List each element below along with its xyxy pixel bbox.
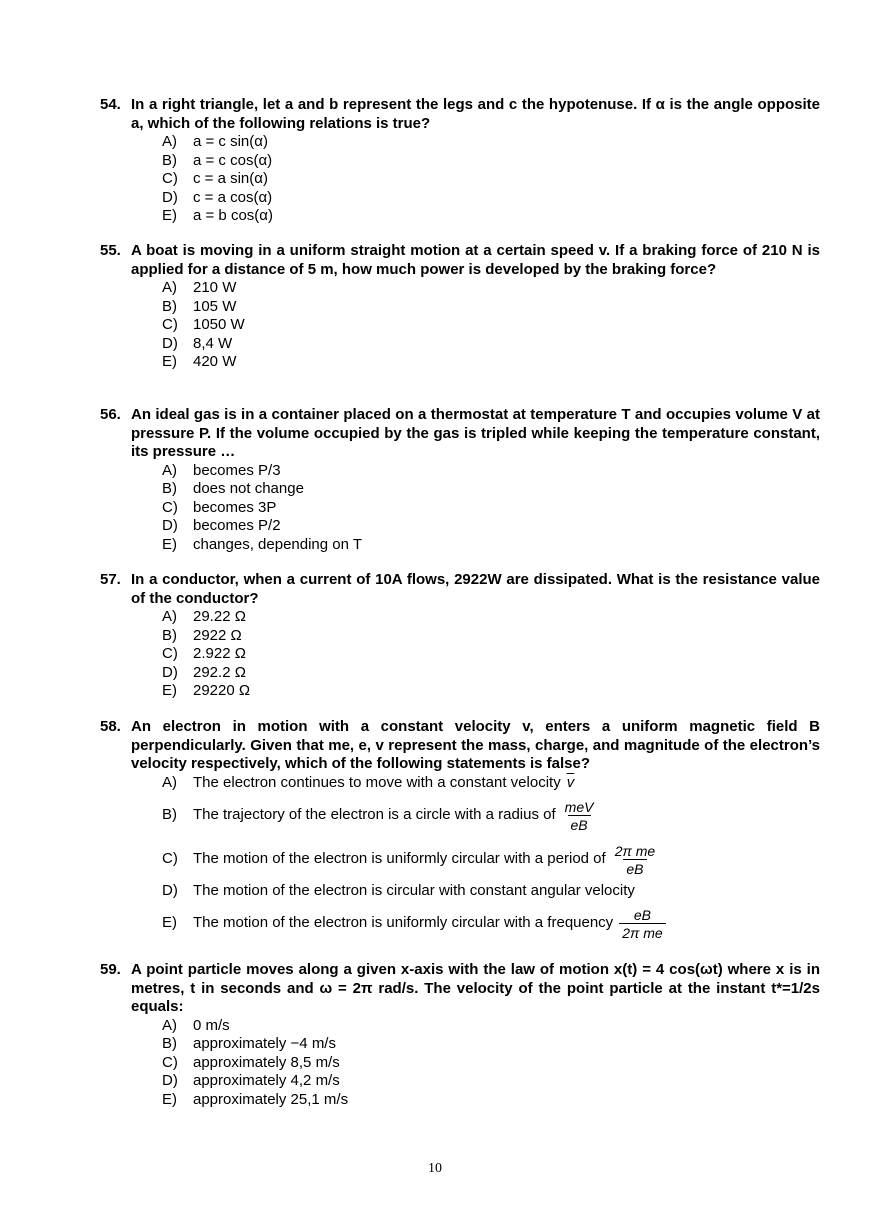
question-number: 59. bbox=[100, 961, 121, 978]
option-letter: E) bbox=[162, 914, 177, 932]
option-letter: E) bbox=[162, 535, 177, 553]
period-fraction bbox=[612, 843, 659, 877]
question-text: In a right triangle, let a and b represent the legs and c the hypotenuse. If α is the angle opposite a, which of the following relations is true? bbox=[131, 96, 820, 132]
option-a[interactable] bbox=[162, 279, 820, 298]
option-a[interactable] bbox=[162, 462, 820, 481]
option-letter: A) bbox=[162, 1016, 177, 1034]
option-c[interactable] bbox=[162, 316, 820, 335]
option-text: The trajectory of the electron is a circle with a radius of bbox=[193, 806, 556, 824]
option-e[interactable] bbox=[162, 207, 820, 226]
question-text: A point particle moves along a given x-axis with the law of motion x(t) = 4 cos(ωt) where x is in metres, t in seconds and ω = 2π rad/s. The velocity of the point particle at the instant t*=1/2s equals: bbox=[131, 961, 820, 1015]
velocity-symbol: $\overline{v}$ bbox=[566, 774, 575, 792]
option-text: 2.922 Ω bbox=[193, 645, 246, 662]
option-c[interactable] bbox=[162, 499, 820, 518]
option-text: becomes P/2 bbox=[193, 517, 281, 534]
fraction-denominator: eB bbox=[568, 815, 591, 833]
option-a[interactable] bbox=[162, 774, 820, 794]
option-letter: C) bbox=[162, 316, 178, 333]
option-text: 1050 W bbox=[193, 316, 245, 333]
option-c[interactable] bbox=[162, 838, 820, 882]
question-number: 58. bbox=[100, 718, 121, 735]
option-letter: E) bbox=[162, 353, 177, 370]
fraction-numerator: meV bbox=[564, 798, 594, 815]
option-text: 0 m/s bbox=[193, 1016, 230, 1034]
option-text: becomes 3P bbox=[193, 498, 277, 516]
question-number: 55. bbox=[100, 242, 121, 259]
option-a[interactable] bbox=[162, 608, 820, 627]
option-b[interactable] bbox=[162, 1035, 820, 1054]
option-e[interactable] bbox=[162, 902, 820, 946]
option-letter: D) bbox=[162, 334, 178, 352]
option-letter: C) bbox=[162, 1053, 178, 1071]
option-letter: A) bbox=[162, 133, 177, 150]
option-letter: D) bbox=[162, 882, 178, 900]
option-letter: E) bbox=[162, 682, 177, 699]
fraction-denominator: eB bbox=[623, 859, 646, 877]
question-number: 54. bbox=[100, 96, 121, 113]
question-text: A boat is moving in a uniform straight motion at a certain speed v. If a braking force of 210 N is applied for a distance of 5 m, how much power is developed by the braking force? bbox=[131, 242, 820, 278]
option-text: approximately −4 m/s bbox=[193, 1035, 336, 1052]
option-letter: D) bbox=[162, 188, 178, 206]
option-letter: C) bbox=[162, 645, 178, 662]
question-text: An ideal gas is in a container placed on a thermostat at temperature T and occupies volume V at pressure P. If the volume occupied by the gas is tripled while keeping the temperature constant, its pressure … bbox=[131, 406, 820, 460]
option-text: approximately 8,5 m/s bbox=[193, 1053, 340, 1071]
option-text: changes, depending on T bbox=[193, 535, 363, 553]
option-a[interactable] bbox=[162, 1017, 820, 1036]
option-letter: A) bbox=[162, 461, 177, 479]
option-text: does not change bbox=[193, 480, 304, 497]
option-letter: B) bbox=[162, 806, 177, 824]
option-e[interactable] bbox=[162, 536, 820, 555]
option-a[interactable] bbox=[162, 133, 820, 152]
option-text: 8,4 W bbox=[193, 334, 233, 352]
page-number: 10 bbox=[428, 1161, 442, 1176]
option-text: c = a sin(α) bbox=[193, 170, 268, 187]
option-text: 420 W bbox=[193, 353, 237, 370]
option-c[interactable] bbox=[162, 1054, 820, 1073]
option-d[interactable] bbox=[162, 664, 820, 683]
option-text: a = c sin(α) bbox=[193, 133, 268, 150]
option-text: c = a cos(α) bbox=[193, 188, 273, 206]
option-letter: D) bbox=[162, 663, 178, 681]
question-59 bbox=[100, 961, 820, 1109]
fraction-denominator: 2π me bbox=[619, 923, 666, 941]
option-letter: E) bbox=[162, 1090, 177, 1108]
option-letter: D) bbox=[162, 517, 178, 534]
option-letter: C) bbox=[162, 498, 178, 516]
option-text: a = b cos(α) bbox=[193, 207, 273, 224]
option-d[interactable] bbox=[162, 189, 820, 208]
option-text: The motion of the electron is uniformly circular with a period of bbox=[193, 850, 606, 868]
option-b[interactable] bbox=[162, 152, 820, 171]
option-letter: A) bbox=[162, 774, 177, 792]
question-text: An electron in motion with a constant velocity v, enters a uniform magnetic field B perpendicularly. Given that me, e, v represent the mass, charge, and magnitude of the electron’s velocity respectively, which of the following statements is false? bbox=[131, 718, 820, 772]
question-number: 56. bbox=[100, 406, 121, 423]
option-letter: B) bbox=[162, 151, 177, 169]
option-c[interactable] bbox=[162, 645, 820, 664]
option-text: approximately 25,1 m/s bbox=[193, 1090, 349, 1108]
fraction-numerator: 2π me bbox=[614, 842, 656, 859]
question-number: 57. bbox=[100, 571, 121, 588]
option-letter: B) bbox=[162, 1035, 177, 1052]
question-56 bbox=[100, 406, 820, 554]
option-d[interactable] bbox=[162, 335, 820, 354]
option-text: 210 W bbox=[193, 279, 237, 296]
option-b[interactable] bbox=[162, 794, 820, 838]
option-text: 292.2 Ω bbox=[193, 663, 246, 681]
option-letter: D) bbox=[162, 1072, 178, 1089]
option-text: a = c cos(α) bbox=[193, 151, 273, 169]
option-text: The electron continues to move with a constant velocity bbox=[193, 774, 561, 792]
option-letter: C) bbox=[162, 850, 178, 868]
frequency-fraction bbox=[619, 907, 666, 941]
option-text: becomes P/3 bbox=[193, 461, 281, 479]
option-text: The motion of the electron is uniformly circular with a frequency bbox=[193, 914, 614, 932]
question-55 bbox=[100, 242, 820, 372]
option-e[interactable] bbox=[162, 353, 820, 372]
option-letter: E) bbox=[162, 207, 177, 224]
question-text: In a conductor, when a current of 10A flows, 2922W are dissipated. What is the resistance value of the conductor? bbox=[131, 571, 820, 607]
option-text: 29220 Ω bbox=[193, 682, 251, 699]
option-text: 105 W bbox=[193, 297, 237, 315]
option-letter: C) bbox=[162, 170, 178, 187]
option-c[interactable] bbox=[162, 170, 820, 189]
option-b[interactable] bbox=[162, 480, 820, 499]
question-54 bbox=[100, 96, 820, 226]
option-letter: B) bbox=[162, 480, 177, 497]
question-57 bbox=[100, 571, 820, 701]
option-d[interactable] bbox=[162, 882, 820, 902]
option-e[interactable] bbox=[162, 682, 820, 701]
option-d[interactable] bbox=[162, 1072, 820, 1091]
option-b[interactable] bbox=[162, 627, 820, 646]
option-text: approximately 4,2 m/s bbox=[193, 1072, 340, 1089]
fraction-numerator: eB bbox=[633, 906, 651, 923]
option-b[interactable] bbox=[162, 298, 820, 317]
option-text: 29.22 Ω bbox=[193, 608, 246, 625]
option-letter: B) bbox=[162, 297, 177, 315]
option-e[interactable] bbox=[162, 1091, 820, 1110]
option-text: The motion of the electron is circular with constant angular velocity bbox=[193, 882, 635, 900]
radius-fraction bbox=[562, 799, 597, 833]
option-letter: A) bbox=[162, 279, 177, 296]
option-d[interactable] bbox=[162, 517, 820, 536]
option-letter: A) bbox=[162, 608, 177, 625]
option-letter: B) bbox=[162, 626, 177, 644]
question-58 bbox=[100, 718, 820, 946]
option-text: 2922 Ω bbox=[193, 626, 242, 644]
